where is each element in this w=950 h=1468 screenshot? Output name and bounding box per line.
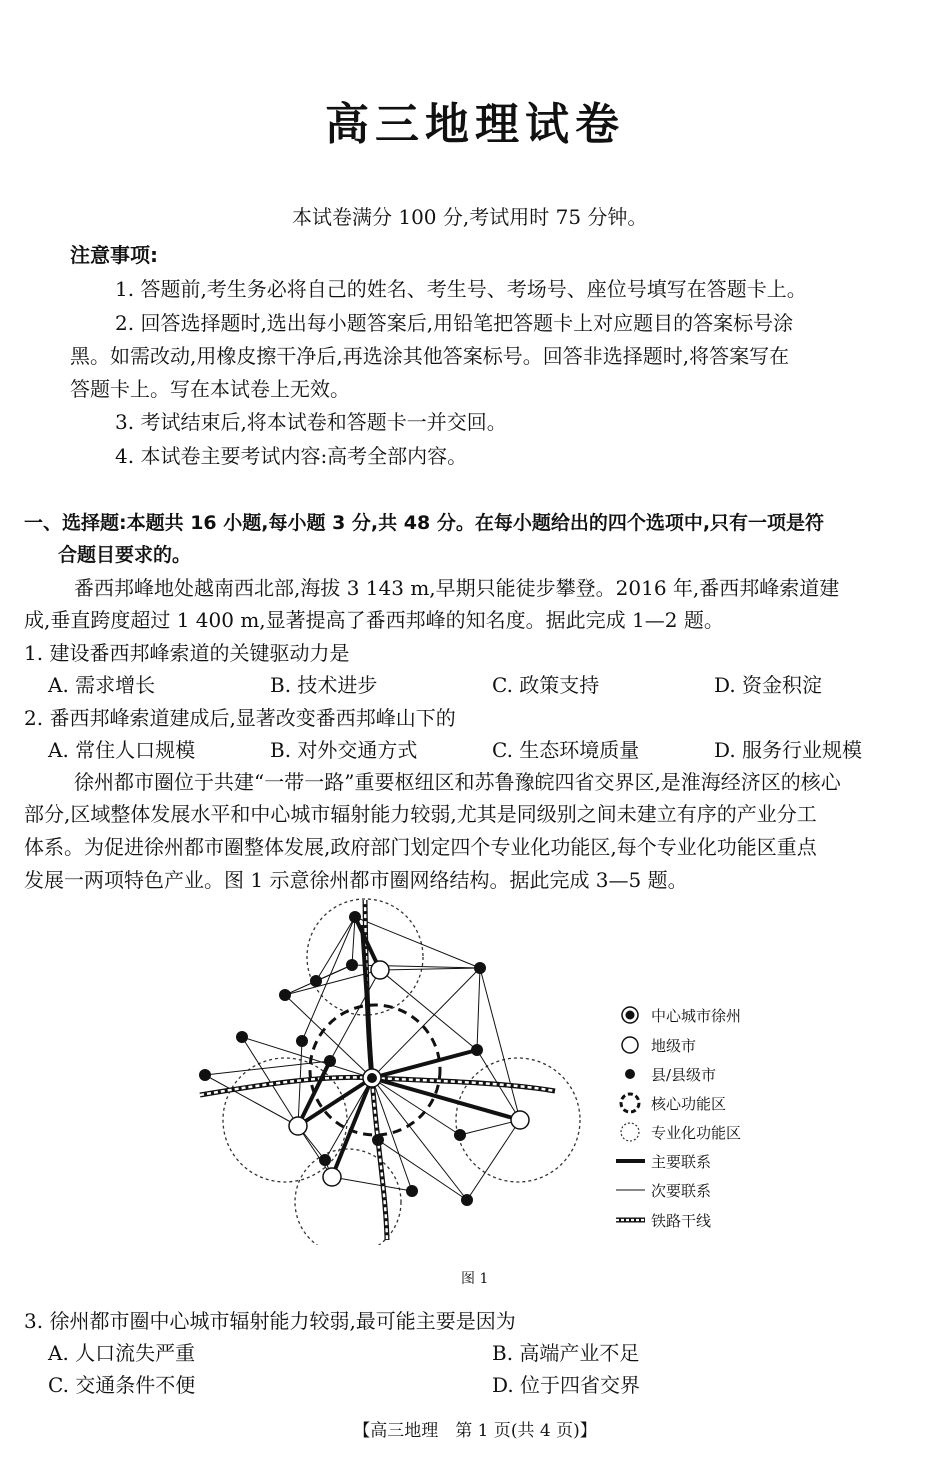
legend-label-secondary-link: 次要联系 [651, 1182, 712, 1200]
legend-label-county: 县/县级市 [651, 1066, 717, 1084]
q3-option-c[interactable]: C. 交通条件不便 [48, 1373, 196, 1397]
legend-symbols [615, 1000, 647, 1230]
legend-label-railway: 铁路干线 [651, 1212, 712, 1230]
page-footer: 【高三地理 第 1 页(共 4 页)】 [353, 1421, 597, 1441]
legend-label-central-city: 中心城市徐州 [651, 1007, 742, 1025]
passage-line: 体系。为促进徐州都市圈整体发展,政府部门划定四个专业化功能区,每个专业化功能区重点 [24, 835, 817, 859]
q2-option-a[interactable]: A. 常住人口规模 [48, 738, 196, 762]
legend-county-icon [625, 1069, 635, 1079]
notice-item: 2. 回答选择题时,选出每小题答案后,用铅笔把答题卡上对应题目的答案标号涂 [115, 311, 794, 335]
legend-prefecture-icon [622, 1037, 638, 1053]
notice-item: 4. 本试卷主要考试内容:高考全部内容。 [115, 444, 468, 468]
figure-caption: 图 1 [461, 1271, 489, 1287]
network-diagram [190, 895, 610, 1245]
question-2-stem: 2. 番西邦峰索道建成后,显著改变番西邦峰山下的 [24, 706, 456, 730]
passage-line: 部分,区域整体发展水平和中心城市辐射能力较弱,尤其是同级别之间未建立有序的产业分工 [24, 802, 817, 826]
notice-heading: 注意事项: [70, 243, 158, 267]
notice-item: 答题卡上。写在本试卷上无效。 [70, 377, 350, 401]
notice-item: 黑。如需改动,用橡皮擦干净后,再选涂其他答案标号。回答非选择题时,将答案写在 [70, 344, 790, 368]
notice-item: 1. 答题前,考生务必将自己的姓名、考生号、考场号、座位号填写在答题卡上。 [115, 277, 807, 301]
section-heading-cont: 合题目要求的。 [58, 544, 192, 566]
q2-option-d[interactable]: D. 服务行业规模 [714, 738, 863, 762]
notice-item: 3. 考试结束后,将本试卷和答题卡一并交回。 [115, 410, 507, 434]
legend-label-prefecture: 地级市 [651, 1037, 697, 1055]
legend-label-main-link: 主要联系 [651, 1153, 712, 1171]
legend-label-specialized-zone: 专业化功能区 [651, 1124, 742, 1142]
q1-option-d[interactable]: D. 资金积淀 [714, 673, 823, 697]
central-city-xuzhou [363, 1069, 381, 1087]
passage-line: 发展一两项特色产业。图 1 示意徐州都市圈网络结构。据此完成 3—5 题。 [24, 868, 688, 892]
section-heading: 一、选择题:本题共 16 小题,每小题 3 分,共 48 分。在每小题给出的四个选项中,只有一项是符 [24, 512, 825, 534]
legend-label-core-zone: 核心功能区 [651, 1095, 727, 1113]
q1-option-c[interactable]: C. 政策支持 [492, 673, 600, 697]
passage-line: 徐州都市圈位于共建“一带一路”重要枢纽区和苏鲁豫皖四省交界区,是淮海经济区的核心 [74, 770, 841, 794]
q1-option-b[interactable]: B. 技术进步 [270, 673, 378, 697]
question-3-stem: 3. 徐州都市圈中心城市辐射能力较弱,最可能主要是因为 [24, 1309, 516, 1333]
passage-line: 番西邦峰地处越南西北部,海拔 3 143 m,早期只能徒步攀登。2016 年,番西邦峰索道建 [74, 576, 840, 600]
q1-option-a[interactable]: A. 需求增长 [48, 673, 156, 697]
legend-core-zone-icon [621, 1094, 639, 1112]
question-1-stem: 1. 建设番西邦峰索道的关键驱动力是 [24, 641, 350, 665]
q3-option-d[interactable]: D. 位于四省交界 [492, 1373, 641, 1397]
passage-line: 成,垂直跨度超过 1 400 m,显著提高了番西邦峰的知名度。据此完成 1—2 题。 [24, 608, 724, 632]
q3-option-a[interactable]: A. 人口流失严重 [48, 1341, 196, 1365]
page-title: 高三地理试卷 [325, 99, 625, 150]
legend-specialized-zone-icon [621, 1123, 639, 1141]
exam-intro: 本试卷满分 100 分,考试用时 75 分钟。 [292, 205, 648, 229]
q2-option-c[interactable]: C. 生态环境质量 [492, 738, 640, 762]
q3-option-b[interactable]: B. 高端产业不足 [492, 1341, 640, 1365]
q2-option-b[interactable]: B. 对外交通方式 [270, 738, 418, 762]
